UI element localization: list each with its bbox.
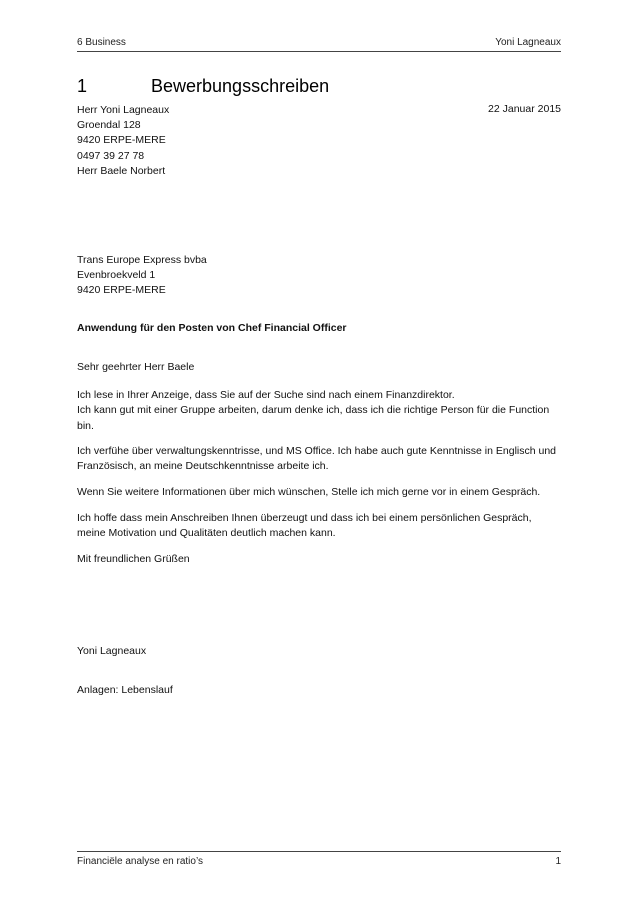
body-paragraph: Ich hoffe dass mein Anschreiben Ihnen überzeugt und dass ich bei einem persönlichen Gespräch, meine Motivation und Qualitäten deutlich machen kann. <box>77 512 532 540</box>
body-paragraph: Ich lese in Ihrer Anzeige, dass Sie auf der Suche sind nach einem Finanzdirektor. Ich kann gut mit einer Gruppe arbeiten, darum denke ich, dass ich die richtige Person für die Function bin. <box>77 389 550 432</box>
sender-line: Groendal 128 <box>77 119 141 132</box>
signature-name: Yoni Lagneaux <box>77 645 147 657</box>
letter-subject: Anwendung für den Posten von Chef Financial Officer <box>77 322 347 334</box>
body-paragraph: Ich verfühe über verwaltungskenntrisse, und MS Office. Ich habe auch gute Kenntnisse in Englisch und Französisch, an meine Deutschkenntnisse arbeite ich. <box>77 445 557 473</box>
closing: Mit freundlichen Grüßen <box>77 553 190 565</box>
header-rule <box>77 51 561 52</box>
sender-line: 9420 ERPE-MERE <box>77 134 166 147</box>
recipient-line: 9420 ERPE-MERE <box>77 284 166 297</box>
sender-address <box>77 103 169 179</box>
heading-title: Bewerbungsschreiben <box>151 76 330 96</box>
attachments: Anlagen: Lebenslauf <box>77 684 173 696</box>
sender-line: 0497 39 27 78 <box>77 149 145 162</box>
letter-date: 22 Januar 2015 <box>488 103 561 115</box>
header-left: 6 Business <box>77 37 126 48</box>
header-right: Yoni Lagneaux <box>495 37 561 48</box>
page-number: 1 <box>555 856 561 867</box>
footer-left: Financiële analyse en ratio’s <box>77 856 204 867</box>
recipient-address <box>77 253 207 299</box>
recipient-line: Trans Europe Express bvba <box>77 254 207 266</box>
body-paragraph: Wenn Sie weitere Informationen über mich wünschen, Stelle ich mich gerne vor in einem Gespräch. <box>77 486 541 498</box>
salutation: Sehr geehrter Herr Baele <box>77 361 195 373</box>
recipient-line: Evenbroekveld 1 <box>77 269 156 282</box>
section-heading <box>77 76 329 97</box>
footer-rule <box>77 851 561 852</box>
heading-number: 1 <box>77 76 88 96</box>
sender-line: Herr Yoni Lagneaux <box>77 104 170 116</box>
sender-line: Herr Baele Norbert <box>77 164 166 177</box>
